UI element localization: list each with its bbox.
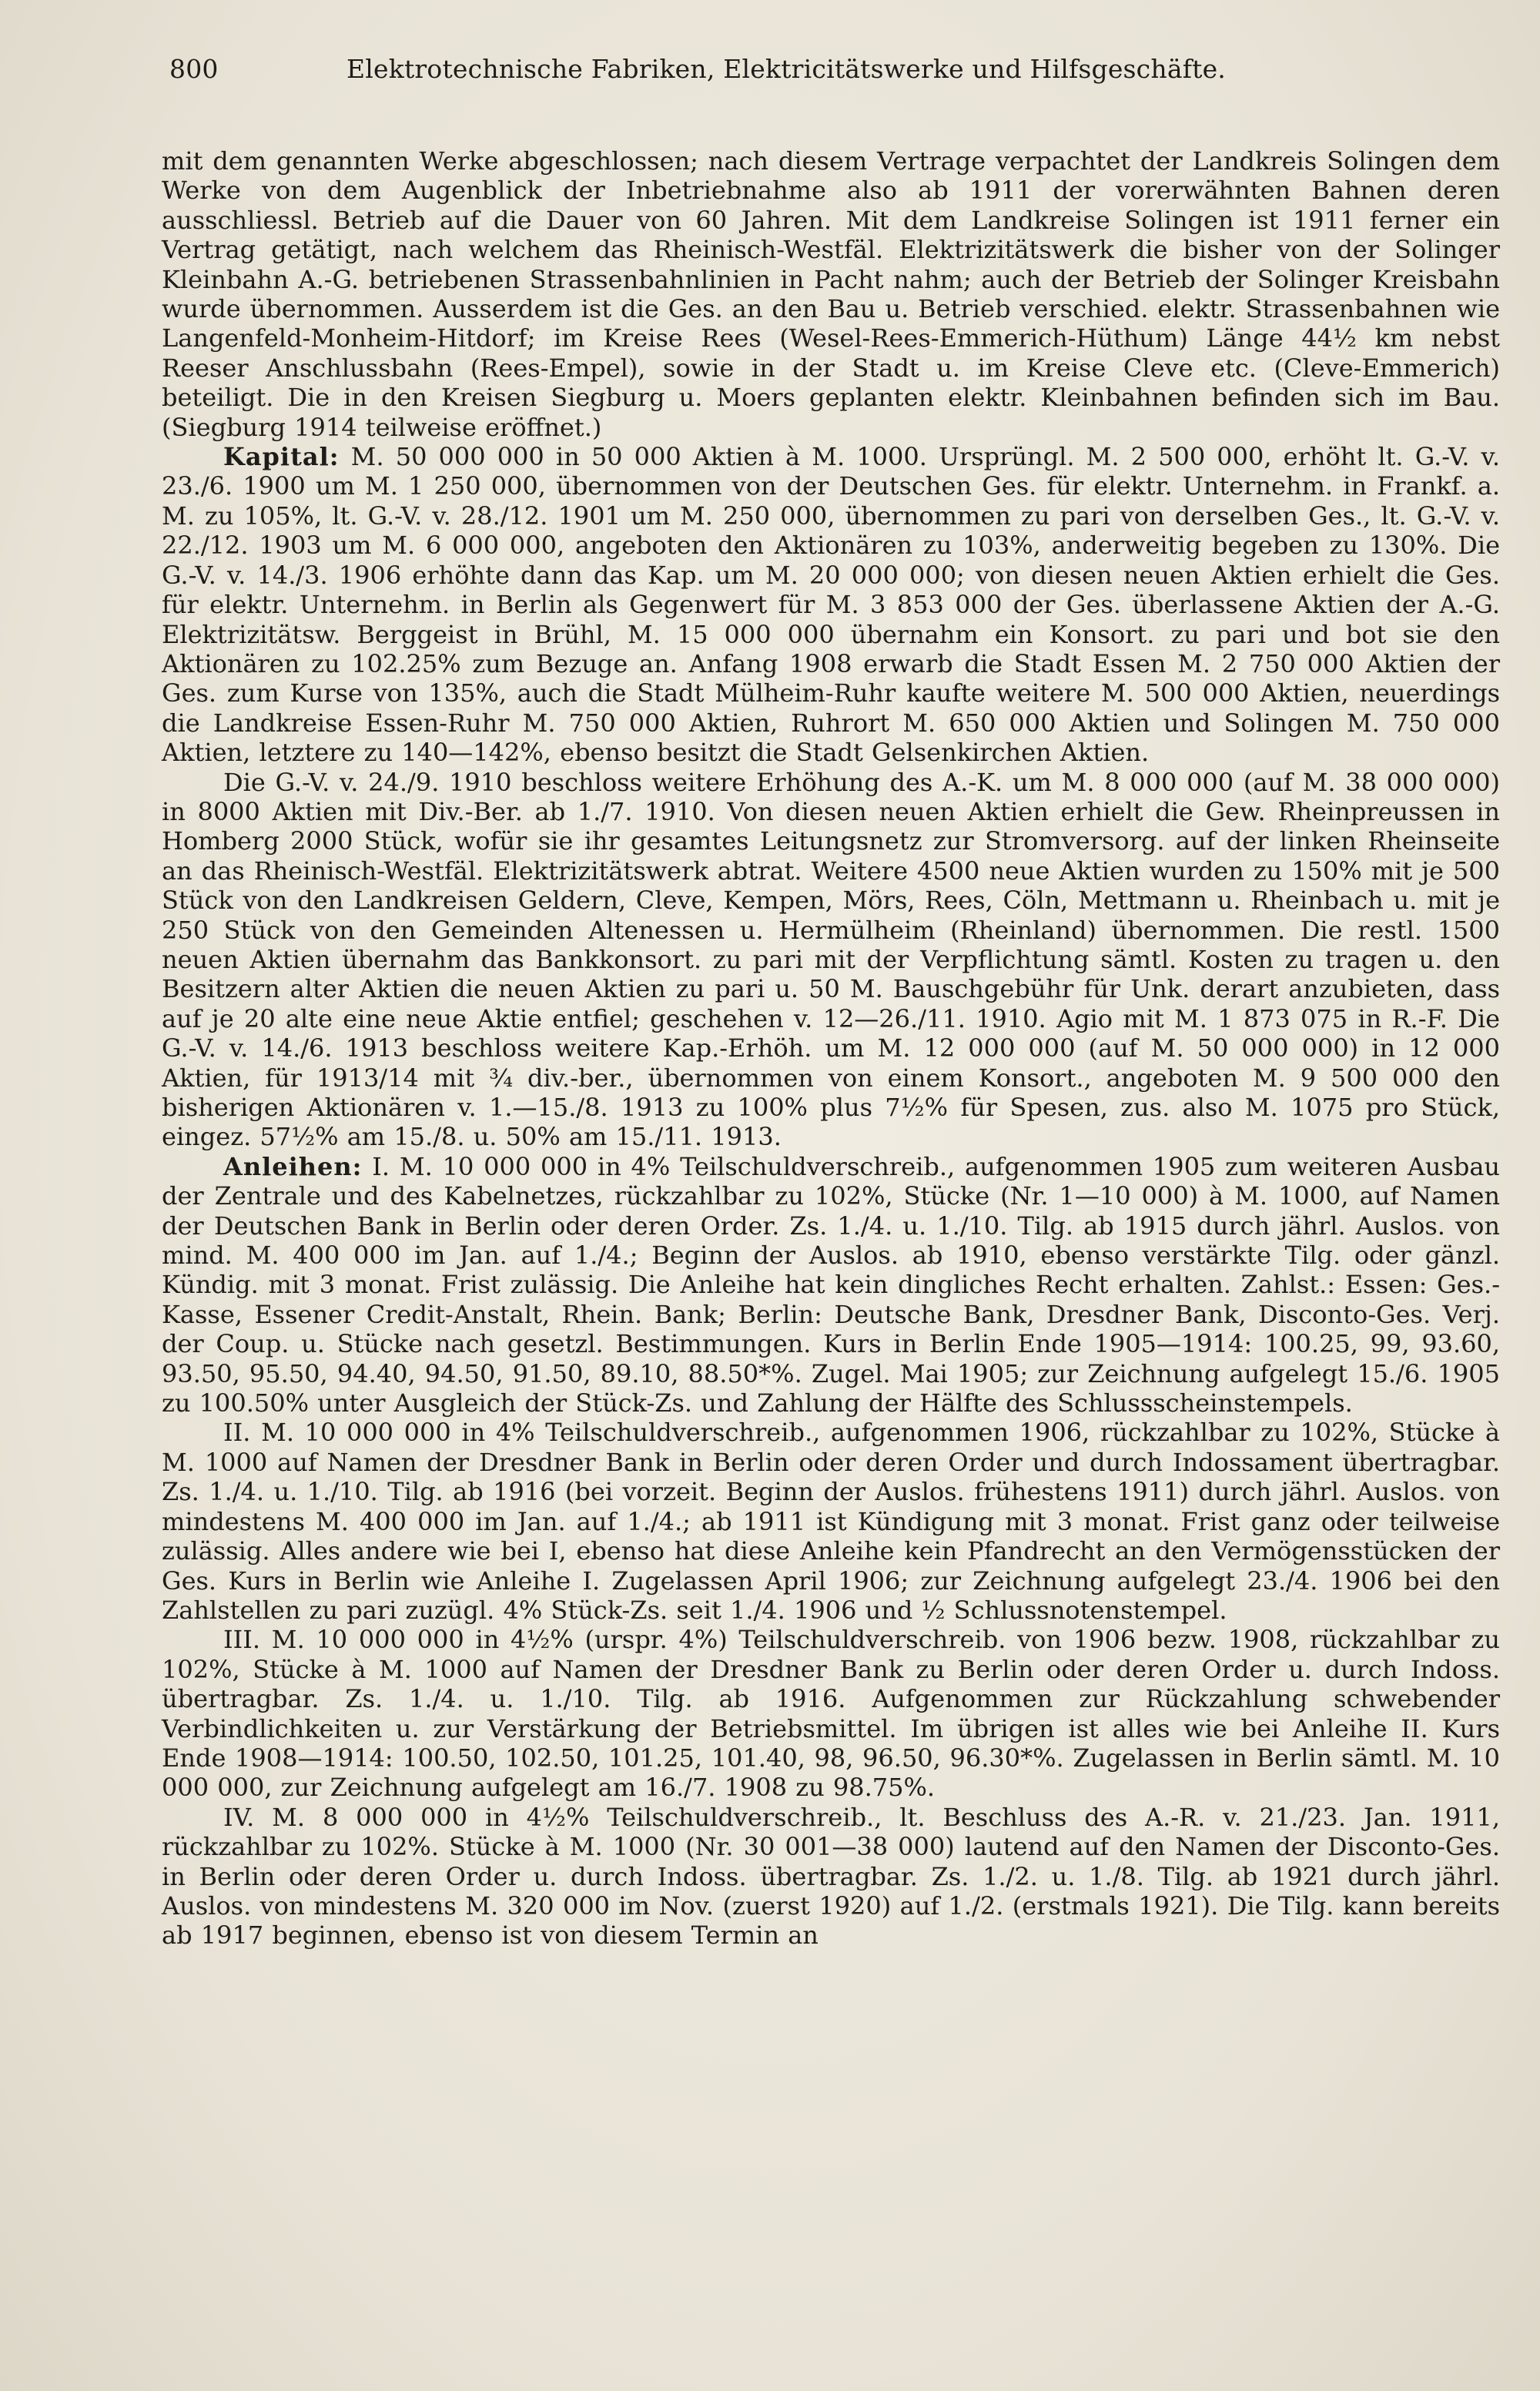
paragraph-text: I. M. 10 000 000 in 4% Teilschuldverschreib., aufgenommen 1905 zum weiteren Ausbau der Zentrale und des Kabelnetzes, rückzahlbar zu 102%, Stücke (Nr. 1—10 000) à M. 1000, auf Namen der Deutschen Bank in Berlin oder deren Order. Zs. 1./4. u. 1./10. Tilg. ab 1915 durch jährl. Auslos. von mind. M. 400 000 im Jan. auf 1./4.; Beginn der Auslos. ab 1910, ebenso verstärkte Tilg. oder gänzl. Kündig. mit 3 monat. Frist zulässig. Die Anleihe hat kein dingliches Recht erhalten. Zahlst.: Essen: Ges.-Kasse, Essener Credit-Anstalt, Rhein. Bank; Berlin: Deutsche Bank, Dresdner Bank, Disconto-Ges. Verj. der Coup. u. Stücke nach gesetzl. Bestimmungen. Kurs in Berlin Ende 1905—1914: 100.25, 99, 93.60, 93.50, 95.50, 94.40, 94.50, 91.50, 89.10, 88.50*%. Zugel. Mai 1905; zur Zeichnung aufgelegt 15./6. 1905 zu 100.50% unter Ausgleich der Stück-Zs. und Zahlung der Hälfte des Schlussscheinstempels. bbox=[162, 1151, 1500, 1418]
section-heading-kapital: Kapital: bbox=[223, 442, 340, 472]
paragraph-text: IV. M. 8 000 000 in 4½% Teilschuldverschreib., lt. Beschluss des A.-R. v. 21./23. Jan. 1911, rückzahlbar zu 102%. Stücke à M. 1000 (Nr. 30 001—38 000) lautend auf den Namen der Disconto-Ges. in Berlin oder deren Order u. durch Indoss. übertragbar. Zs. 1./2. u. 1./8. Tilg. ab 1921 durch jährl. Auslos. von mindestens M. 320 000 im Nov. (zuerst 1920) auf 1./2. (erstmals 1921). Die Tilg. kann bereits ab 1917 beginnen, ebenso ist von diesem Termin an bbox=[162, 1802, 1500, 1951]
paragraph-text: II. M. 10 000 000 in 4% Teilschuldverschreib., aufgenommen 1906, rückzahlbar zu 102%, Stücke à M. 1000 auf Namen der Dresdner Bank in Berlin oder deren Order und durch Indossament übertragbar. Zs. 1./4. u. 1./10. Tilg. ab 1916 (bei vorzeit. Beginn der Auslos. frühestens 1911) durch jährl. Auslos. von mindestens M. 400 000 im Jan. auf 1./4.; ab 1911 ist Kündigung mit 3 monat. Frist ganz oder teilweise zulässig. Alles andere wie bei I, ebenso hat diese Anleihe kein Pfandrecht an den Vermögensstücken der Ges. Kurs in Berlin wie Anleihe I. Zugelassen April 1906; zur Zeichnung aufgelegt 23./4. 1906 bei den Zahlstellen zu pari zuzügl. 4% Stück-Zs. seit 1./4. 1906 und ½ Schlussnotenstempel. bbox=[162, 1418, 1500, 1625]
paragraph-intro bbox=[162, 146, 1500, 442]
paragraph-text: III. M. 10 000 000 in 4½% (urspr. 4%) Teilschuldverschreib. von 1906 bezw. 1908, rückzahlbar zu 102%, Stücke à M. 1000 auf Namen der Dresdner Bank zu Berlin oder deren Order u. durch Indoss. übertragbar. Zs. 1./4. u. 1./10. Tilg. ab 1916. Aufgenommen zur Rückzahlung schwebender Verbindlichkeiten u. zur Verstärkung der Betriebsmittel. Im übrigen ist alles wie bei Anleihe II. Kurs Ende 1908—1914: 100.50, 102.50, 101.25, 101.40, 98, 96.50, 96.30*%. Zugelassen in Berlin sämtl. M. 10 000 000, zur Zeichnung aufgelegt am 16./7. 1908 zu 98.75%. bbox=[162, 1625, 1500, 1803]
paragraph-text: Die G.-V. v. 24./9. 1910 beschloss weitere Erhöhung des A.-K. um M. 8 000 000 (auf M. 38 000 000) in 8000 Aktien mit Div.-Ber. ab 1./7. 1910. Von diesen neuen Aktien erhielt die Gew. Rheinpreussen in Homberg 2000 Stück, wofür sie ihr gesamtes Leitungsnetz zur Stromversorg. auf der linken Rheinseite an das Rheinisch-Westfäl. Elektrizitätswerk abtrat. Weitere 4500 neue Aktien wurden zu 150% mit je 500 Stück von den Landkreisen Geldern, Cleve, Kempen, Mörs, Rees, Cöln, Mettmann u. Rheinbach u. mit je 250 Stück von den Gemeinden Altenessen u. Hermülheim (Rheinland) übernommen. Die restl. 1500 neuen Aktien übernahm das Bankkonsort. zu pari mit der Verpflichtung sämtl. Kosten zu tragen u. den Besitzern alter Aktien die neuen Aktien zu pari u. 50 M. Bauschgebühr für Unk. derart anzubieten, dass auf je 20 alte eine neue Aktie entfiel; geschehen v. 12—26./11. 1910. Agio mit M. 1 873 075 in R.-F. Die G.-V. v. 14./6. 1913 beschloss weitere Kap.-Erhöh. um M. 12 000 000 (auf M. 50 000 000) in 12 000 Aktien, für 1913/14 mit ¾ div.-ber., übernommen von einem Konsort., angeboten M. 9 500 000 den bisherigen Aktionären v. 1.—15./8. 1913 zu 100% plus 7½% für Spesen, zus. also M. 1075 pro Stück, eingez. 57½% am 15./8. u. 50% am 15./11. 1913. bbox=[162, 767, 1500, 1152]
paragraph-anleihe-iv bbox=[162, 1803, 1500, 1951]
paragraph-anleihe-iii bbox=[162, 1625, 1500, 1802]
page-header bbox=[162, 54, 1455, 92]
paragraph-anleihen bbox=[162, 1152, 1500, 1418]
body-text bbox=[162, 146, 1500, 1951]
paragraph-kapital bbox=[162, 442, 1500, 767]
running-title: Elektrotechnische Fabriken, Elektricitätswerke und Hilfsgeschäfte. bbox=[346, 54, 1226, 84]
paragraph-anleihe-ii bbox=[162, 1418, 1500, 1625]
paragraph-text: mit dem genannten Werke abgeschlossen; nach diesem Vertrage verpachtet der Landkreis Solingen dem Werke von dem Augenblick der Inbetriebnahme also ab 1911 der vorerwähnten Bahnen deren ausschliessl. Betrieb auf die Dauer von 60 Jahren. Mit dem Landkreise Solingen ist 1911 ferner ein Vertrag getätigt, nach welchem das Rheinisch-Westfäl. Elektrizitätswerk die bisher von der Solinger Kleinbahn A.-G. betriebenen Strassenbahnlinien in Pacht nahm; auch der Betrieb der Solinger Kreisbahn wurde übernommen. Ausserdem ist die Ges. an den Bau u. Betrieb verschied. elektr. Strassenbahnen wie Langenfeld-Monheim-Hitdorf; im Kreise Rees (Wesel-Rees-Emmerich-Hüthum) Länge 44½ km nebst Reeser Anschlussbahn (Rees-Empel), sowie in der Stadt u. im Kreise Cleve etc. (Cleve-Emmerich) beteiligt. Die in den Kreisen Siegburg u. Moers geplanten elektr. Kleinbahnen befinden sich im Bau. (Siegburg 1914 teilweise eröffnet.) bbox=[162, 146, 1500, 442]
section-heading-anleihen: Anleihen: bbox=[223, 1151, 363, 1181]
paragraph-capital-increase bbox=[162, 768, 1500, 1152]
paragraph-text: M. 50 000 000 in 50 000 Aktien à M. 1000. Ursprüngl. M. 2 500 000, erhöht lt. G.-V. v. 23./6. 1900 um M. 1 250 000, übernommen von der Deutschen Ges. für elektr. Unternehm. in Frankf. a. M. zu 105%, lt. G.-V. v. 28./12. 1901 um M. 250 000, übernommen zu pari von derselben Ges., lt. G.-V. v. 22./12. 1903 um M. 6 000 000, angeboten den Aktionären zu 103%, anderweitig begeben zu 130%. Die G.-V. v. 14./3. 1906 erhöhte dann das Kap. um M. 20 000 000; von diesen neuen Aktien erhielt die Ges. für elektr. Unternehm. in Berlin als Gegenwert für M. 3 853 000 der Ges. überlassene Aktien der A.-G. Elektrizitätsw. Berggeist in Brühl, M. 15 000 000 übernahm ein Konsort. zu pari und bot sie den Aktionären zu 102.25% zum Bezuge an. Anfang 1908 erwarb die Stadt Essen M. 2 750 000 Aktien der Ges. zum Kurse von 135%, auch die Stadt Mülheim-Ruhr kaufte weitere M. 500 000 Aktien, neuerdings die Landkreise Essen-Ruhr M. 750 000 Aktien, Ruhrort M. 650 000 Aktien und Solingen M. 750 000 Aktien, letztere zu 140—142%, ebenso besitzt die Stadt Gelsenkirchen Aktien. bbox=[162, 442, 1501, 768]
page-number: 800 bbox=[169, 54, 219, 84]
